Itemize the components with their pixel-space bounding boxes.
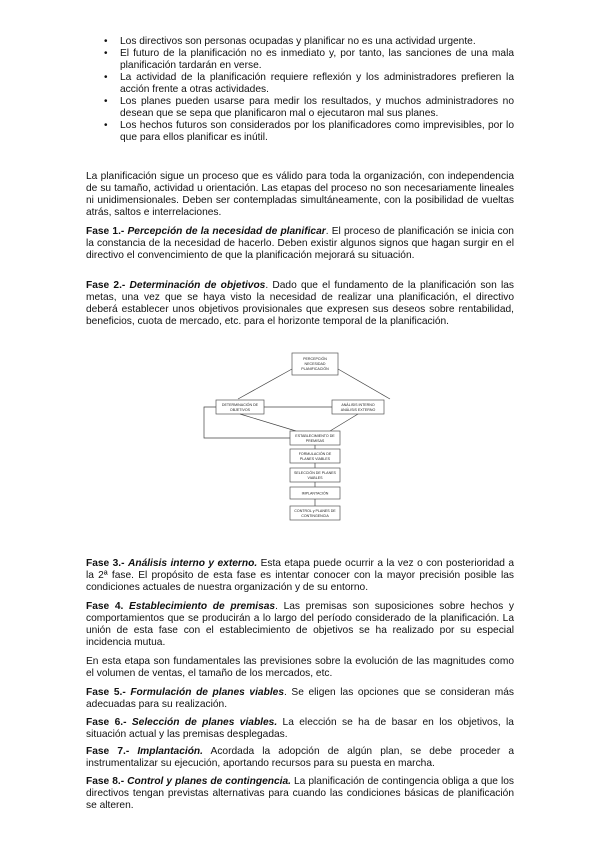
arrow	[338, 369, 390, 399]
bullet-list	[104, 36, 514, 144]
svg-text:CONTINGENCIA: CONTINGENCIA	[301, 514, 329, 518]
bullet-item: • El futuro de la planificación no es inmediato y, por tanto, las sanciones de una mala planificación tardarán en verse.	[104, 48, 514, 71]
svg-text:NECESIDAD: NECESIDAD	[304, 362, 326, 366]
bullet-item: • Los hechos futuros son considerados por los planificadores como imprevisibles, por lo que para ellos planificar es inútil.	[104, 120, 514, 143]
phase-8: Fase 8.- Control y planes de contingencia. La planificación de contingencia obliga a que los directivos tengan previstas alternativas para cuando las condiciones básicas de planificación se alteren.	[86, 776, 514, 811]
phase-5: Fase 5.- Formulación de planes viables. Se eligen las opciones que se consideran más adecuadas para su realización.	[86, 687, 514, 710]
svg-text:PLANES VIABLES: PLANES VIABLES	[299, 457, 331, 461]
svg-text:SELECCIÓN DE PLANES: SELECCIÓN DE PLANES	[294, 471, 336, 475]
svg-text:CONTROL y PLANES DE: CONTROL y PLANES DE	[294, 509, 336, 513]
bullet-item: • Los directivos son personas ocupadas y planificar no es una actividad urgente.	[104, 36, 476, 47]
bullet-icon: •	[104, 120, 108, 131]
arrow	[330, 414, 358, 431]
bullet-item: • La actividad de la planificación requiere reflexión y los administradores prefieren la acción frente a otras actividades.	[104, 72, 514, 95]
svg-text:PLANIFICACIÓN: PLANIFICACIÓN	[301, 367, 329, 371]
planning-flow-diagram	[200, 351, 430, 531]
bullet-item: • Los planes pueden usarse para medir los resultados, y muchos administradores no desean que se sepa que planificaron mal o ejecutaron mal sus planes.	[104, 96, 514, 119]
svg-text:IMPLANTACIÓN: IMPLANTACIÓN	[301, 491, 329, 496]
arrow	[240, 414, 296, 431]
svg-text:VIABLES: VIABLES	[307, 476, 323, 480]
svg-text:ANÁLISIS EXTERNO: ANÁLISIS EXTERNO	[340, 408, 376, 412]
arrow	[238, 369, 292, 399]
bullet-icon: •	[104, 72, 108, 83]
svg-text:DETERMINACIÓN DE: DETERMINACIÓN DE	[221, 403, 259, 407]
phase-1: Fase 1.- Percepción de la necesidad de planificar. El proceso de planificación se inicia con la constancia de la necesidad de hacerlo. Deben existir algunos signos que hagan surgir en el directivo el convencimiento de que la planificación mejorará su situación.	[86, 226, 514, 261]
phase-4: Fase 4. Establecimiento de premisas. Las premisas son suposiciones sobre hechos y comportamientos que se producirán a lo largo del período considerado de la planificación. La unión de esta fase con el establecimiento de objetivos se ha realizado por su especial incidencia mutua.	[86, 601, 514, 648]
svg-text:ESTABLECIMIENTO DE: ESTABLECIMIENTO DE	[295, 434, 335, 438]
bullet-icon: •	[104, 36, 108, 47]
phase-2: Fase 2.- Determinación de objetivos. Dado que el fundamento de la planificación son las metas, una vez que se haya visto la necesidad de realizar una planificación, el directivo deberá establecer unos objetivos provisionales que expresen sus deseos sobre rentabilidad, beneficios, cuota de mercado, etc. para el horizonte temporal de la planificación.	[86, 280, 514, 327]
phase-6: Fase 6.- Selección de planes viables. La elección se ha de basar en los objetivos, la situación actual y las premisas desplegadas.	[86, 717, 514, 740]
intro-paragraph: La planificación sigue un proceso que es válido para toda la organización, con independencia de su tamaño, actividad u orientación. Las etapas del proceso no son necesariamente lineales ni unidimensionales. Deben ser contempladas simultáneamente, con la posibilidad de vueltas atrás, saltos e interrelaciones.	[86, 171, 514, 218]
phase-4-note: En esta etapa son fundamentales las previsiones sobre la evolución de las magnitudes como el volumen de ventas, el tamaño de los mercados, etc.	[86, 656, 514, 679]
phase-7: Fase 7.- Implantación. Acordada la adopción de algún plan, se debe proceder a instrumentalizar su ejecución, aportando recursos para su puesta en marcha.	[86, 746, 514, 769]
svg-text:FORMULACIÓN DE: FORMULACIÓN DE	[298, 452, 332, 456]
svg-text:OBJETIVOS: OBJETIVOS	[229, 408, 251, 412]
phase-3: Fase 3.- Análisis interno y externo. Esta etapa puede ocurrir a la vez o con posterioridad a la 2ª fase. El propósito de esta fase es intentar conocer con la mayor precisión posible las condiciones actuales de nuestra organización y de su entorno.	[86, 558, 514, 593]
bullet-icon: •	[104, 48, 108, 59]
bullet-icon: •	[104, 96, 108, 107]
svg-text:PREMISAS: PREMISAS	[305, 439, 325, 443]
svg-text:PERCEPCIÓN: PERCEPCIÓN	[303, 357, 327, 361]
svg-text:ANÁLISIS INTERNO: ANÁLISIS INTERNO	[341, 403, 375, 407]
